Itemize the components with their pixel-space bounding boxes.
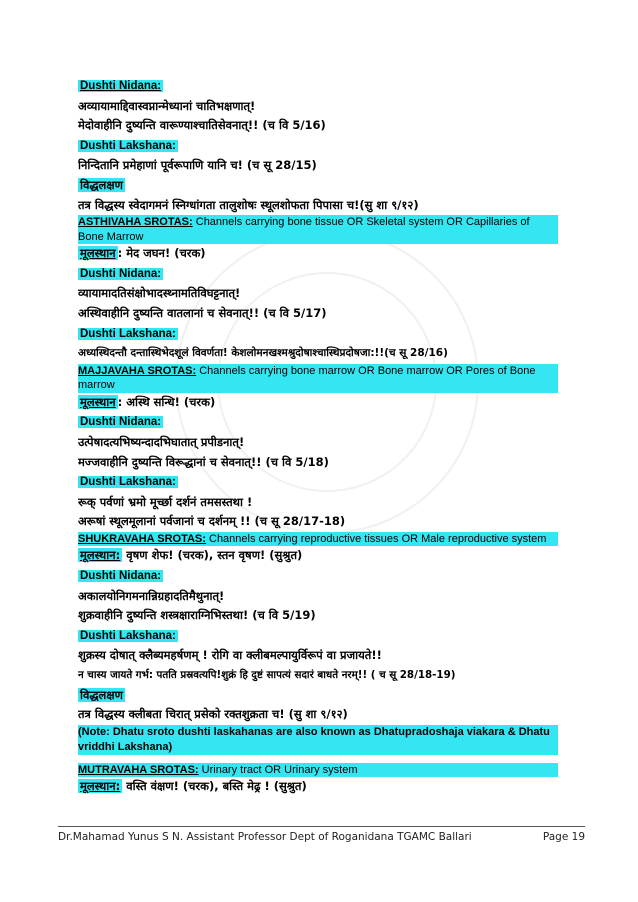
moolasthana-label: मूलस्थान xyxy=(80,394,116,409)
heading-dushti-lakshana: Dushti Lakshana: xyxy=(80,139,176,152)
moolasthana-label: मूलस्थान: xyxy=(80,548,121,563)
moolasthana-label: मूलस्थान: xyxy=(80,779,121,794)
sanskrit-verse: मज्जवाहीनि दुष्यन्ति विरूद्धानां च सेवनात्!! (च वि 5/18) xyxy=(78,454,329,469)
sanskrit-verse: शुक्रस्य दोषात् क्लैब्यमहर्षणम् ! रोगि वा क्लीबमल्पायुर्विरूपं वा प्रजायते!! xyxy=(78,648,382,663)
footer-author: Dr.Mahamad Yunus S N. Assistant Professor Dept of Roganidana TGAMC Ballari xyxy=(58,831,472,843)
heading-dushti-nidana: Dushti Nidana: xyxy=(80,80,162,92)
page-number: Page 19 xyxy=(542,831,585,843)
heading-dushti-lakshana: Dushti Lakshana: xyxy=(80,629,176,642)
sanskrit-verse: मेदोवाहीनि दुष्यन्ति वारूण्याश्चातिसेवनात्!! (च वि 5/16) xyxy=(78,118,326,133)
moolasthana-label: मूलस्थान xyxy=(80,246,116,261)
sanskrit-verse: अकालयोनिगमनान्निग्रहादतिमैथुनात्! xyxy=(78,588,225,603)
srotas-heading-mutravaha: MUTRAVAHA SROTAS: Urinary tract OR Urinary system xyxy=(78,763,558,778)
srotas-heading-shukravaha: SHUKRAVAHA SROTAS: Channels carrying reproductive tissues OR Male reproductive system xyxy=(78,532,558,547)
sanskrit-verse: अरूषां स्थूलमूलानां पर्वजानां च दर्शनम् !! (च सू 28/17-18) xyxy=(78,514,346,529)
moolasthana-text: : मेद जघन! (चरक) xyxy=(117,246,206,261)
heading-dushti-nidana: Dushti Nidana: xyxy=(80,267,162,280)
sanskrit-verse: न चास्य जायते गर्भ: पतति प्रस्रवत्यपि!शुक्रं हि दुष्टं सापत्यं सदारं बाधते नरम्!! ( च सू 28/18-19) xyxy=(78,668,456,681)
sanskrit-verse: तत्र विद्धस्य स्वेदागमनं स्निग्धांगता तालुशोषः स्थूलशोफता पिपासा च!(सु शा ९/१२) xyxy=(78,197,419,212)
moolasthana-text: वस्ति वंक्षण! (चरक), बस्ति मेढ्र ! (सुश्रुत) xyxy=(122,779,307,794)
moolasthana-text: वृषण शेफ! (चरक), स्तन वृषण! (सुश्रुत) xyxy=(122,548,303,563)
sanskrit-verse: अव्यायामाद्दिवास्वप्नान्मेध्यानां चातिभक्षणात्! xyxy=(78,98,256,113)
heading-viddha-lakshana: विद्धलक्षण xyxy=(80,177,123,192)
note-block: (Note: Dhatu sroto dushti laskahanas are also known as Dhatupradoshaja viakara & Dhatu vriddhi Lakshana) xyxy=(78,725,558,755)
heading-viddha-lakshana: विद्धलक्षण xyxy=(80,687,123,702)
srotas-heading-majjavaha: MAJJAVAHA SROTAS: Channels carrying bone marrow OR Bone marrow OR Pores of Bone marrow xyxy=(78,364,558,393)
heading-dushti-lakshana: Dushti Lakshana: xyxy=(80,476,176,489)
sanskrit-verse: उत्पेषादत्यभिष्यन्दादभिघातात् प्रपीडनात्! xyxy=(78,434,245,449)
sanskrit-verse: अस्थिवाहीनि दुष्यन्ति वातलानां च सेवनात्!! (च वि 5/17) xyxy=(78,305,327,320)
srotas-heading-asthivaha: ASTHIVAHA SROTAS: Channels carrying bone tissue OR Skeletal system OR Capillaries of Bone Marrow xyxy=(78,215,558,244)
document-body xyxy=(78,76,558,797)
moolasthana-text: : अस्थि सन्धि! (चरक) xyxy=(117,394,216,409)
sanskrit-verse: अध्यस्थिदन्तौ दन्तास्थिभेदशूलं विवर्णता! केशलोमनखश्मश्रुदोषाश्चास्थिप्रदोषजा:!!(च सू 28/16) xyxy=(78,347,448,360)
sanskrit-verse: रूक् पर्वणां भ्रमो मूर्च्छा दर्शनं तमसस्तथा ! xyxy=(78,494,253,509)
page-footer xyxy=(58,826,585,843)
heading-dushti-nidana: Dushti Nidana: xyxy=(80,569,162,582)
sanskrit-verse: व्यायामादतिसंक्षोभादस्थ्नामतिविघट्टनात्! xyxy=(78,286,241,301)
sanskrit-verse: शुक्रवाहीनि दुष्यन्ति शस्त्रक्षाराग्निभिस्तथा! (च वि 5/19) xyxy=(78,608,316,623)
heading-dushti-lakshana: Dushti Lakshana: xyxy=(80,327,176,340)
heading-dushti-nidana: Dushti Nidana: xyxy=(80,416,162,429)
sanskrit-verse: निन्दितानि प्रमेहाणां पूर्वरूपाणि यानि च! (च सू 28/15) xyxy=(78,158,317,173)
sanskrit-verse: तत्र विद्धस्य क्लीबता चिरात् प्रसेको रक्तशुक्रता च! (सु शा ९/१२) xyxy=(78,707,348,722)
